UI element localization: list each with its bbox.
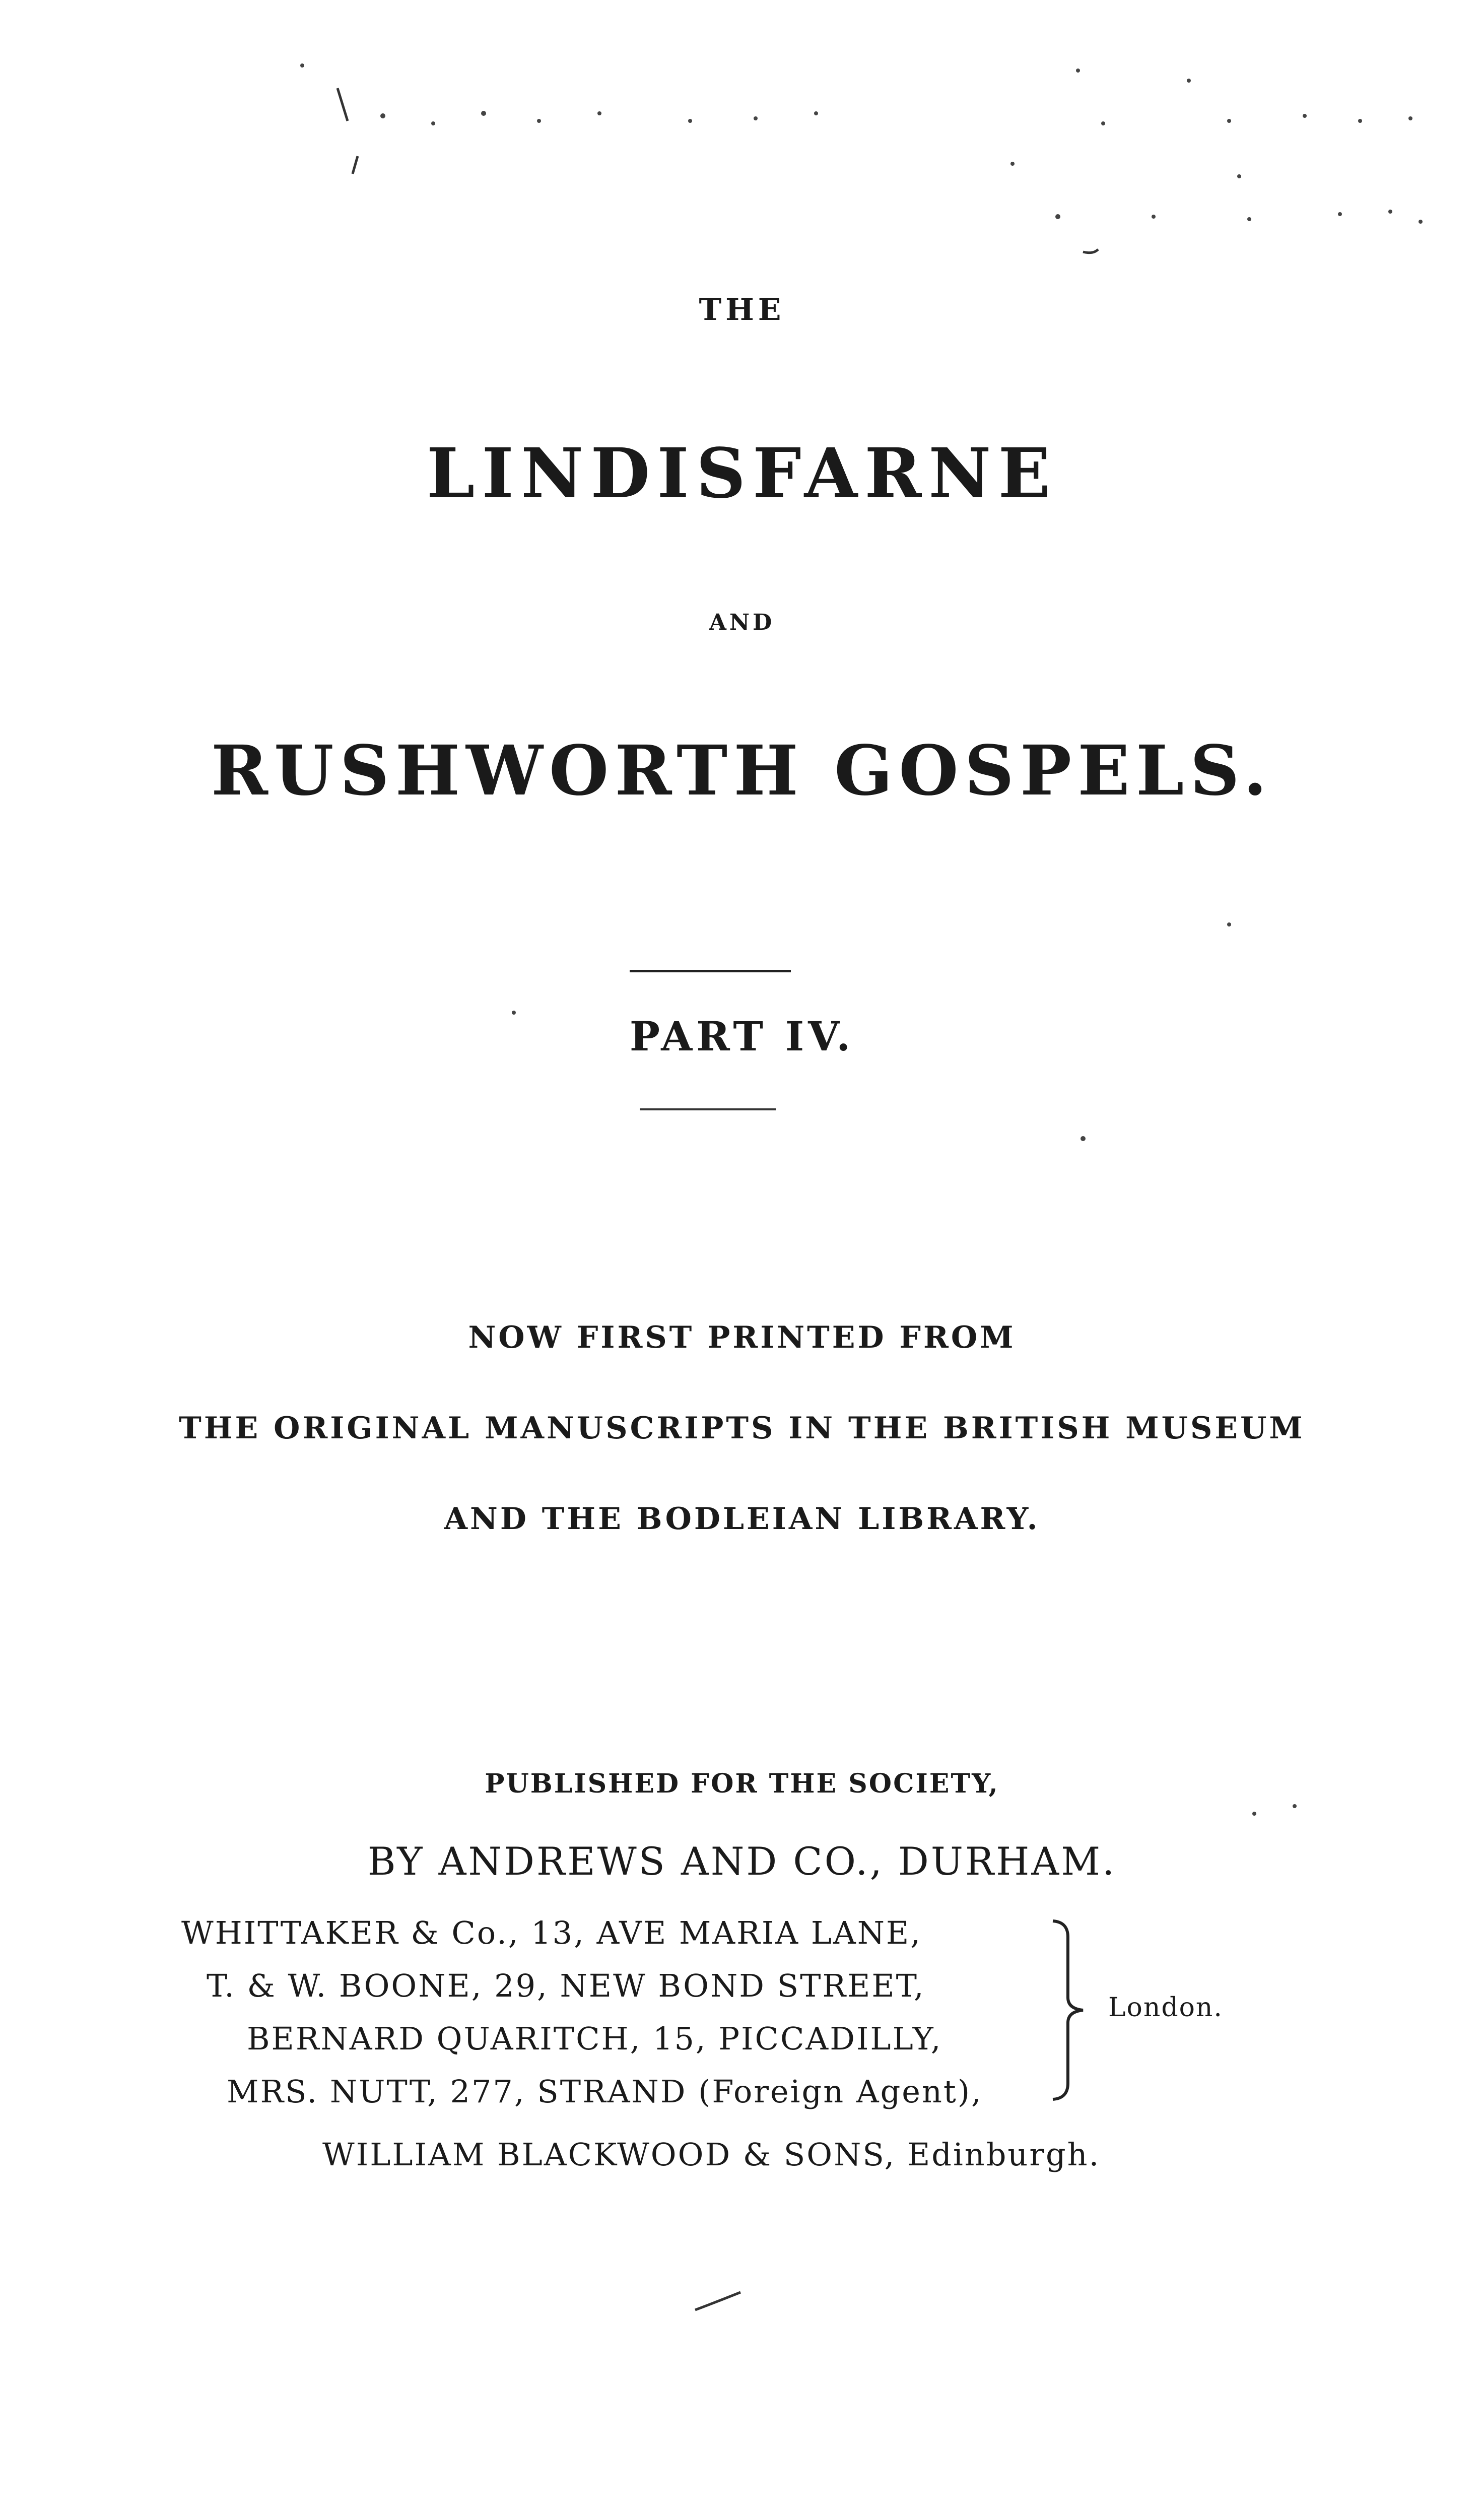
publisher: BY ANDREWS AND CO., DURHAM.	[367, 1839, 1117, 1884]
title-line-1: LINDISFARNE	[426, 433, 1058, 514]
part-number: PART IV.	[629, 1013, 855, 1060]
agent-line: BERNARD QUARITCH, 15, PICCADILLY,	[247, 2020, 942, 2057]
edinburgh-agent: WILLIAM BLACKWOOD & SONS, Edinburgh.	[322, 2136, 1101, 2173]
title-the: THE	[699, 292, 785, 327]
agent-line: WHITTAKER & Co., 13, AVE MARIA LANE,	[181, 1914, 922, 1951]
curly-brace	[1048, 1917, 1088, 2103]
agent-line: MRS. NUTT, 277, STRAND (Foreign Agent),	[227, 2073, 983, 2110]
title-line-2: RUSHWORTH GOSPELS.	[211, 731, 1273, 811]
title-and: AND	[709, 610, 775, 635]
statement-line-1: NOW FIRST PRINTED FROM	[468, 1320, 1016, 1355]
statement-line-3: AND THE BODLEIAN LIBRARY.	[444, 1501, 1040, 1537]
rule-below-part	[640, 1108, 776, 1110]
published-for: PUBLISHED FOR THE SOCIETY,	[485, 1768, 999, 1799]
city-london: London.	[1108, 1993, 1223, 2023]
statement-line-2: THE ORIGINAL MANUSCRIPTS IN THE BRITISH MUSEUM	[179, 1411, 1305, 1446]
rule-above-part	[630, 970, 791, 972]
agent-line: T. & W. BOONE, 29, NEW BOND STREET,	[207, 1967, 925, 2004]
